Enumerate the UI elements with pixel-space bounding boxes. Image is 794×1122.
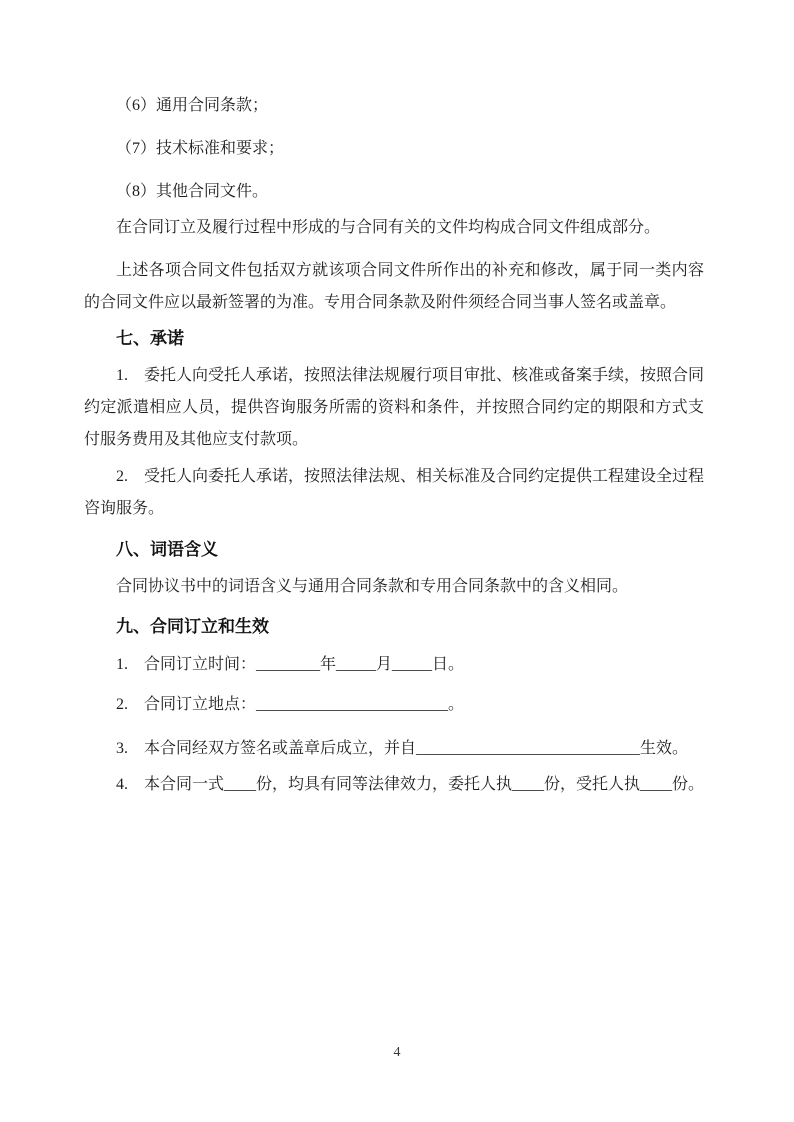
list-item-8: （8）其他合同文件。 xyxy=(116,183,269,200)
list-item-7: （7）技术标准和要求； xyxy=(116,140,285,157)
clause-9-1-date: 1. 合同订立时间：________年_____月_____日。 xyxy=(116,656,465,673)
clause-9-3-effective: 3. 本合同经双方签名或盖章后成立，并自____________________________生效。 xyxy=(116,740,689,757)
clause-7-1: 1. 委托人向受托人承诺，按照法律法规履行项目审批、核准或备案手续，按照合同约定派遣相应人员，提供咨询服务所需的资料和条件，并按照合同约定的期限和方式支付服务费用及其他应支付款项。 xyxy=(84,367,705,448)
paragraph-definitions: 合同协议书中的词语含义与通用合同条款和专用合同条款中的含义相同。 xyxy=(116,578,629,595)
paragraph-contract-documents: 在合同订立及履行过程中形成的与合同有关的文件均构成合同文件组成部分。 xyxy=(116,219,661,236)
page-number: 4 xyxy=(393,1045,401,1060)
clause-9-2-place: 2. 合同订立地点：________________________。 xyxy=(116,696,465,713)
heading-8-definitions: 八、词语含义 xyxy=(116,540,218,559)
clause-7-2: 2. 受托人向委托人承诺，按照法律法规、相关标准及合同约定提供工程建设全过程咨询服务。 xyxy=(84,468,705,517)
clause-9-4-copies: 4. 本合同一式____份，均具有同等法律效力，委托人执____份，受托人执____份。 xyxy=(116,776,705,793)
list-item-6: （6）通用合同条款； xyxy=(116,97,269,114)
heading-9-formation: 九、合同订立和生效 xyxy=(116,617,269,636)
heading-7-commitments: 七、承诺 xyxy=(116,329,184,348)
paragraph-supplements: 上述各项合同文件包括双方就该项合同文件所作出的补充和修改，属于同一类内容的合同文件应以最新签署的为准。专用合同条款及附件须经合同当事人签名或盖章。 xyxy=(84,262,704,311)
